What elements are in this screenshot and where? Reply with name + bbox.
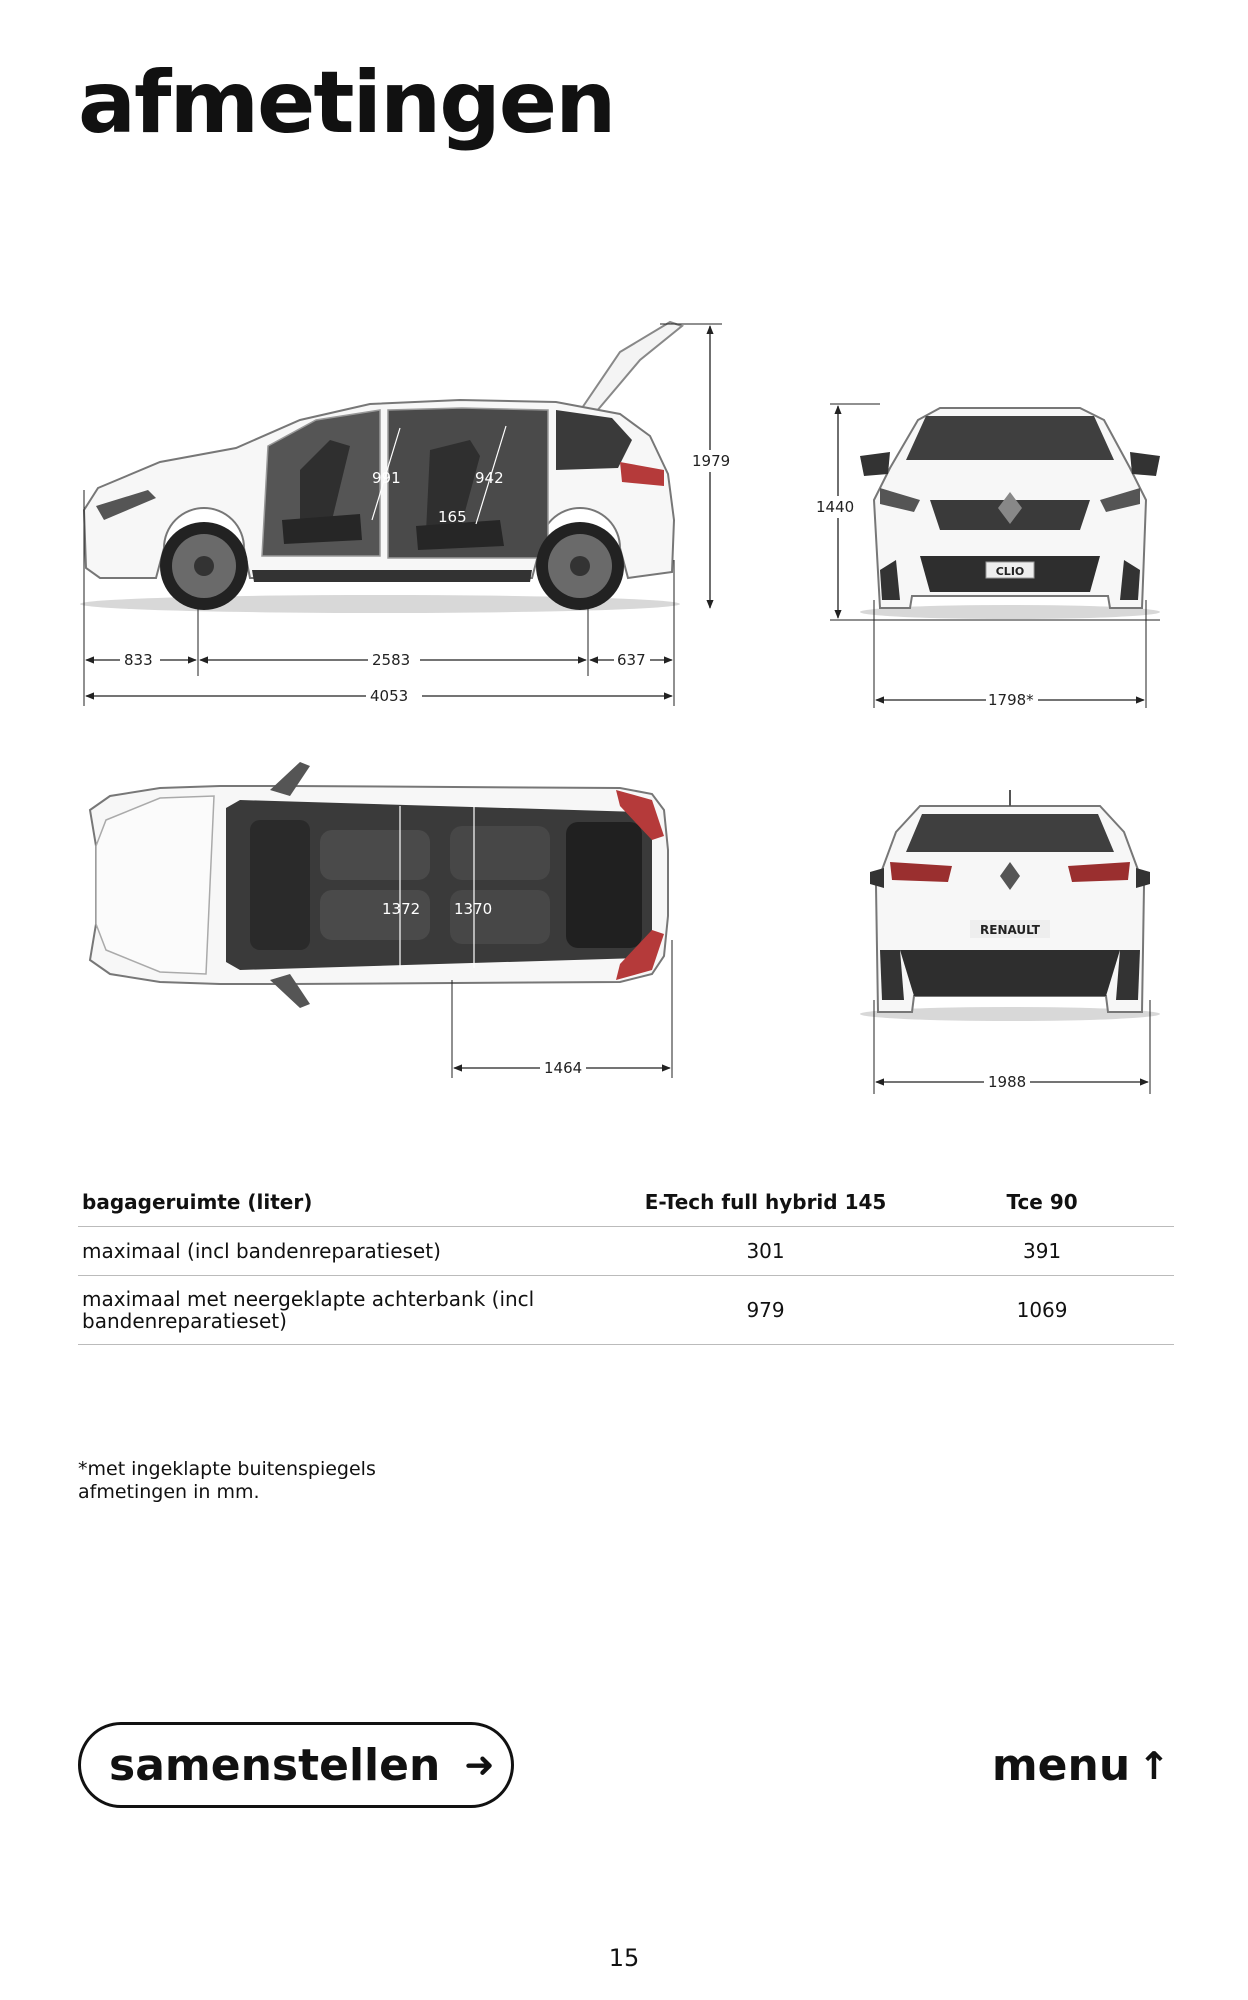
dim-front-height: 1440 (816, 498, 855, 516)
row-label: maximaal met neergeklapte achterbank (incl bandenreparatieset) (78, 1276, 621, 1345)
front-view-car (860, 408, 1160, 619)
rear-badge: RENAULT (980, 923, 1040, 937)
footnote-units: afmetingen in mm. (78, 1481, 260, 1503)
column-header-etech: E-Tech full hybrid 145 (621, 1180, 910, 1227)
dim-boot-length: 1464 (544, 1059, 583, 1077)
top-view-car (90, 762, 668, 1008)
dim-seat-height: 165 (438, 508, 467, 526)
column-header-tce90: Tce 90 (910, 1180, 1174, 1227)
arrow-up-icon: ↑ (1138, 1743, 1170, 1788)
table-row (78, 1227, 1174, 1276)
menu-link-label: menu (991, 1740, 1131, 1791)
table-header-row (78, 1180, 1174, 1227)
menu-link[interactable] (992, 1740, 1170, 1791)
dim-width-mirrors: 1798* (988, 691, 1034, 709)
cell-value: 1069 (910, 1276, 1174, 1345)
cell-value: 391 (910, 1227, 1174, 1276)
dim-front-overhang: 833 (124, 651, 153, 669)
cell-value: 979 (621, 1276, 910, 1345)
front-badge: CLIO (995, 565, 1025, 578)
cell-value: 301 (621, 1227, 910, 1276)
side-view-car (80, 322, 682, 613)
luggage-capacity-table (78, 1180, 1174, 1345)
dim-rear-elbow: 1370 (454, 900, 493, 918)
arrow-right-icon: ➜ (464, 1744, 495, 1786)
column-header-luggage: bagageruimte (liter) (78, 1180, 621, 1227)
table-row (78, 1276, 1174, 1345)
dim-rear-overhang: 637 (617, 651, 646, 669)
dim-height-open: 1979 (692, 452, 731, 470)
page-number: 15 (608, 1944, 640, 1972)
dim-rear-headroom: 942 (475, 469, 504, 487)
footnote (78, 1458, 376, 1504)
dim-front-elbow: 1372 (382, 900, 421, 918)
rear-view-car (860, 790, 1160, 1021)
configure-button[interactable] (78, 1722, 514, 1808)
page-title: afmetingen (78, 53, 615, 153)
dim-rear-width: 1988 (988, 1073, 1027, 1091)
configure-button-label: samenstellen (109, 1739, 441, 1791)
footnote-mirrors: *met ingeklapte buitenspiegels (78, 1458, 376, 1480)
dim-wheelbase: 2583 (372, 651, 411, 669)
dim-length: 4053 (370, 687, 409, 705)
row-label: maximaal (incl bandenreparatieset) (78, 1227, 621, 1276)
dim-front-headroom: 991 (372, 469, 401, 487)
